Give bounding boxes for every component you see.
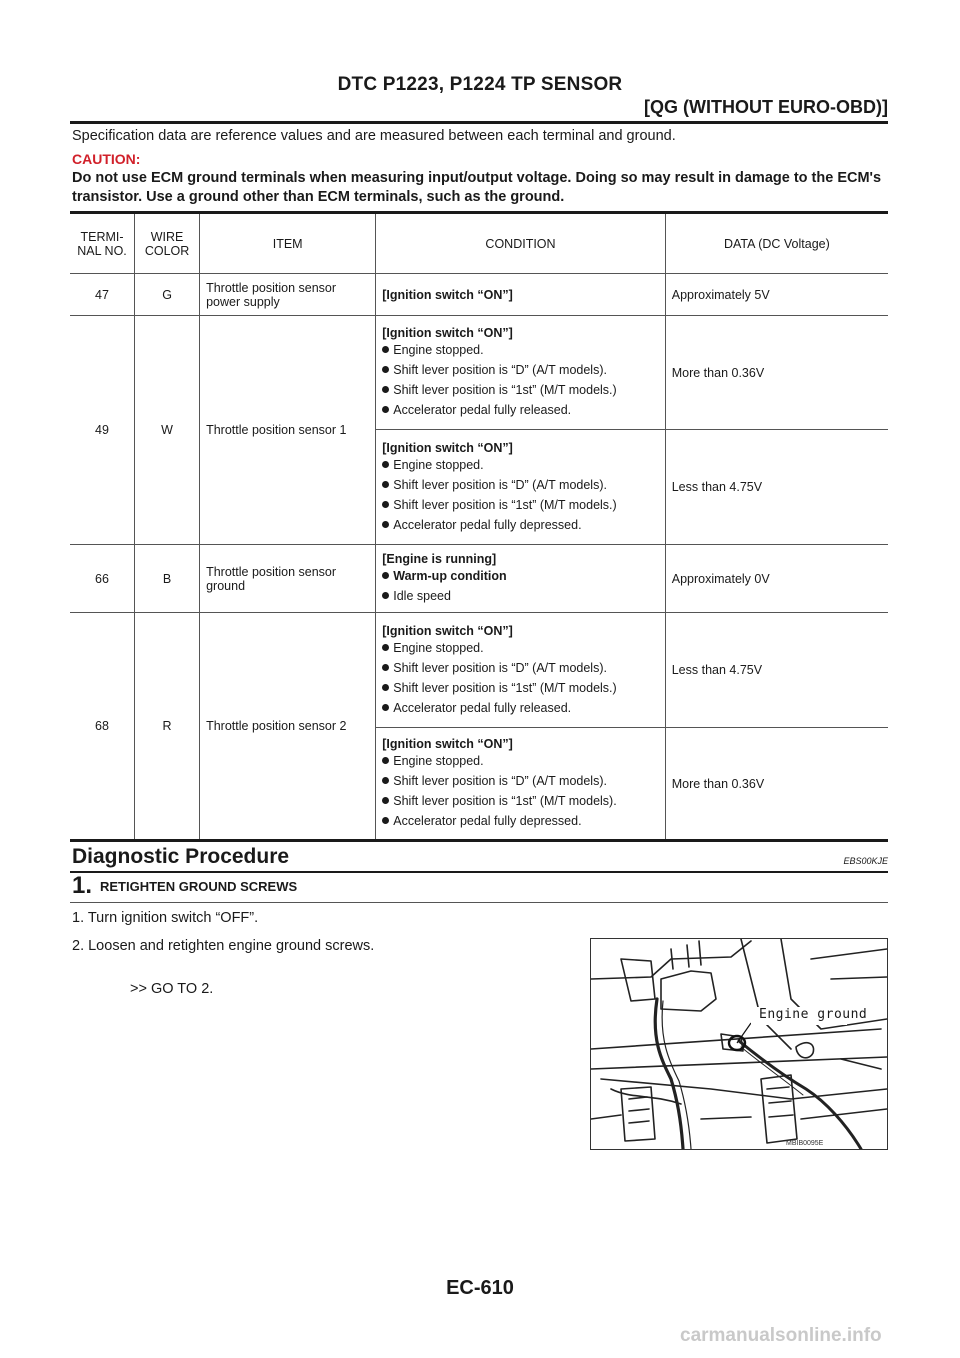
bullet-icon [382, 777, 389, 784]
header-condition: CONDITION [376, 213, 665, 274]
condition-item: Accelerator pedal fully released. [382, 403, 658, 417]
bullet-icon [382, 817, 389, 824]
bullet-icon [382, 481, 389, 488]
step-instruction: 1. Turn ignition switch “OFF”. [72, 910, 259, 926]
condition-item: Shift lever position is “1st” (M/T models.) [382, 383, 658, 397]
condition-item: Shift lever position is “D” (A/T models). [382, 774, 658, 788]
table-row [70, 613, 888, 728]
bullet-icon [382, 684, 389, 691]
bullet-icon [382, 664, 389, 671]
figure-id: MBIB0095E [786, 1140, 824, 1147]
header-data: DATA (DC Voltage) [665, 213, 888, 274]
cell-condition [376, 274, 665, 316]
condition-item: Shift lever position is “D” (A/T models). [382, 478, 658, 492]
step-title: RETIGHTEN GROUND SCREWS [100, 879, 298, 894]
terminal-table [70, 211, 888, 842]
cell-wire: G [135, 274, 200, 316]
bullet-icon [382, 644, 389, 651]
cell-condition [376, 545, 665, 613]
cell-terminal: 66 [70, 545, 135, 613]
condition-header: [Ignition switch “ON”] [382, 440, 513, 455]
bullet-icon [382, 501, 389, 508]
cell-data: Approximately 5V [665, 274, 888, 316]
header-item: ITEM [200, 213, 376, 274]
bullet-icon [382, 757, 389, 764]
cell-terminal: 47 [70, 274, 135, 316]
cell-terminal: 49 [70, 316, 135, 545]
bullet-icon [382, 461, 389, 468]
condition-item: Engine stopped. [382, 754, 658, 768]
cell-item: Throttle position sensor 2 [200, 613, 376, 841]
cell-wire: W [135, 316, 200, 545]
step-divider [70, 902, 888, 903]
cell-data: Approximately 0V [665, 545, 888, 613]
table-row [70, 545, 888, 613]
intro-text: Specification data are reference values and are measured between each terminal and ground. [72, 128, 676, 144]
bullet-icon [382, 406, 389, 413]
bullet-icon [382, 592, 389, 599]
cell-item: Throttle position sensor 1 [200, 316, 376, 545]
cell-condition [376, 613, 665, 728]
figure-callout: Engine ground [759, 1007, 868, 1022]
page-number: EC-610 [446, 1277, 514, 1299]
condition-item: Engine stopped. [382, 641, 658, 655]
table-header-row [70, 213, 888, 274]
section-code: EBS00KJE [843, 856, 888, 866]
caution-text: Do not use ECM ground terminals when measuring input/output voltage. Doing so may result in damage to the ECM's transistor. Use a ground other than ECM terminals, such as the ground. [72, 170, 882, 205]
cell-condition [376, 316, 665, 430]
step-instruction: 2. Loosen and retighten engine ground screws. [72, 938, 375, 954]
bullet-icon [382, 797, 389, 804]
table-row [70, 316, 888, 430]
section-divider [70, 871, 888, 873]
cell-terminal: 68 [70, 613, 135, 841]
condition-item: Engine stopped. [382, 458, 658, 472]
goto-link[interactable]: >> GO TO 2. [130, 981, 214, 997]
cell-wire: B [135, 545, 200, 613]
header-terminal: TERMI-NAL NO. [70, 213, 135, 274]
condition-item: Idle speed [382, 589, 658, 603]
engine-ground-illustration [590, 938, 888, 1150]
page-subtitle: [QG (WITHOUT EURO-OBD)] [644, 97, 888, 117]
cell-wire: R [135, 613, 200, 841]
condition-header: [Engine is running] [382, 552, 497, 566]
engine-illustration-icon [591, 939, 887, 1149]
condition-item: Accelerator pedal fully released. [382, 701, 658, 715]
bullet-icon [382, 386, 389, 393]
bullet-icon [382, 704, 389, 711]
cell-data: More than 0.36V [665, 316, 888, 430]
section-title: Diagnostic Procedure [72, 845, 290, 868]
header-wire-color: WIRE COLOR [135, 213, 200, 274]
condition-item: Warm-up condition [382, 569, 658, 583]
bullet-icon [382, 521, 389, 528]
condition-item: Engine stopped. [382, 343, 658, 357]
condition-item: Shift lever position is “1st” (M/T models). [382, 794, 658, 808]
cell-item: Throttle position sensor ground [200, 545, 376, 613]
condition-item: Shift lever position is “1st” (M/T models.) [382, 498, 658, 512]
condition-item: Accelerator pedal fully depressed. [382, 814, 658, 828]
cell-data: More than 0.36V [665, 728, 888, 841]
condition-header: [Ignition switch “ON”] [382, 288, 513, 302]
header-divider [70, 121, 888, 124]
condition-item: Shift lever position is “D” (A/T models). [382, 661, 658, 675]
condition-header: [Ignition switch “ON”] [382, 326, 513, 340]
step-number: 1. [72, 872, 93, 899]
cell-condition [376, 728, 665, 841]
bullet-icon [382, 346, 389, 353]
caution-label: CAUTION: [72, 151, 141, 167]
condition-item: Accelerator pedal fully depressed. [382, 518, 658, 532]
cell-data: Less than 4.75V [665, 613, 888, 728]
condition-item: Shift lever position is “D” (A/T models). [382, 363, 658, 377]
bullet-icon [382, 366, 389, 373]
cell-data: Less than 4.75V [665, 430, 888, 545]
page-title: DTC P1223, P1224 TP SENSOR [337, 74, 623, 95]
condition-header: [Ignition switch “ON”] [382, 737, 513, 751]
table-row [70, 274, 888, 316]
cell-condition [376, 430, 665, 545]
condition-item: Shift lever position is “1st” (M/T models.) [382, 681, 658, 695]
condition-header: [Ignition switch “ON”] [382, 623, 513, 638]
watermark: carmanualsonline.info [680, 1325, 882, 1346]
cell-item: Throttle position sensor power supply [200, 274, 376, 316]
bullet-icon [382, 572, 389, 579]
